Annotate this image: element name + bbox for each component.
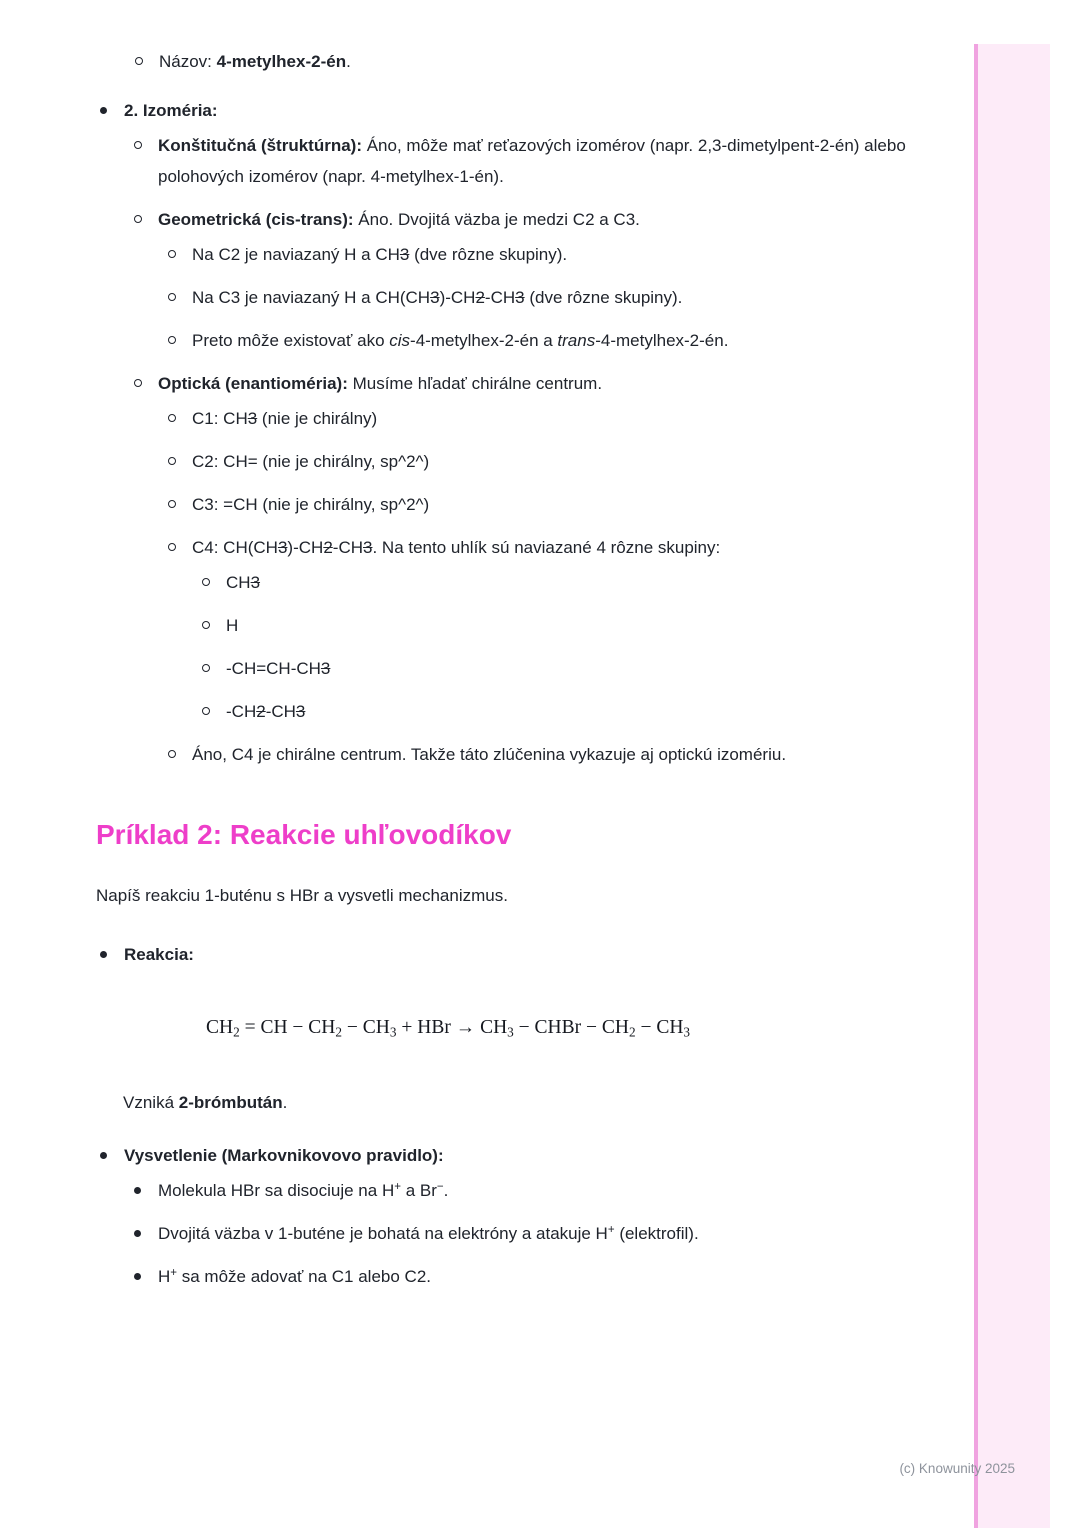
vznika-paragraph: Vzniká 2-brómbután. bbox=[123, 1093, 288, 1112]
opt-c4-text: C4: CH(CH3)-CH2-CH3. Na tento uhlík sú naviazané 4 rôzne skupiny: bbox=[192, 538, 721, 557]
group-ch3-text: CH3 bbox=[226, 573, 261, 592]
nazov-list bbox=[96, 46, 958, 77]
list-item-group-h bbox=[202, 610, 958, 641]
mech-2-text: Dvojitá väzba v 1-buténe je bohatá na elektróny a atakuje H+ (elektrofil). bbox=[158, 1224, 699, 1243]
list-item-nazov bbox=[135, 46, 958, 77]
list-item-konstitucna bbox=[134, 130, 958, 192]
chemical-equation: CH2 = CH − CH2 − CH3 + HBr → CH3 − CHBr − CH2 − CH3 bbox=[206, 1017, 691, 1040]
opticka-text: Optická (enantioméria): Musíme hľadať chirálne centrum. bbox=[158, 374, 603, 393]
vysvetlenie-title: Vysvetlenie (Markovnikovovo pravidlo): bbox=[124, 1146, 444, 1165]
opt-zaver-text: Áno, C4 je chirálne centrum. Takže táto zlúčenina vykazuje aj optickú izomériu. bbox=[192, 745, 787, 764]
list-item-izomeria bbox=[96, 95, 958, 770]
list-item-mech-1 bbox=[134, 1175, 958, 1206]
geo-preto-text: Preto môže existovať ako cis-4-metylhex-2-én a trans-4-metylhex-2-én. bbox=[192, 331, 729, 350]
izomeria-title: 2. Izoméria: bbox=[124, 101, 218, 120]
group-ch2ch3-text: -CH2-CH3 bbox=[226, 702, 306, 721]
list-item-opt-zaver bbox=[168, 739, 958, 770]
geo-c2-text: Na C2 je naviazaný H a CH3 (dve rôzne skupiny). bbox=[192, 245, 568, 264]
section-heading-priklad2: Príklad 2: Reakcie uhľovodíkov bbox=[96, 819, 512, 850]
list-item-opticka bbox=[134, 368, 958, 770]
vysvetlenie-list bbox=[96, 1140, 958, 1292]
c4-groups-list bbox=[192, 567, 958, 727]
list-item-mech-2 bbox=[134, 1218, 958, 1249]
intro-paragraph: Napíš reakciu 1-buténu s HBr a vysvetli mechanizmus. bbox=[96, 886, 508, 905]
list-item-geo-preto bbox=[168, 325, 958, 356]
nazov-text: Názov: 4-metylhex-2-én. bbox=[159, 52, 351, 71]
group-chchch3-text: -CH=CH-CH3 bbox=[226, 659, 331, 678]
list-item-reakcia bbox=[96, 939, 958, 970]
mech-3-text: H+ sa môže adovať na C1 alebo C2. bbox=[158, 1267, 432, 1286]
list-item-geo-c2 bbox=[168, 239, 958, 270]
list-item-opt-c2 bbox=[168, 446, 958, 477]
mech-1-text: Molekula HBr sa disociuje na H+ a Br−. bbox=[158, 1181, 449, 1200]
list-item-opt-c3 bbox=[168, 489, 958, 520]
list-item-opt-c4 bbox=[168, 532, 958, 727]
reakcia-list bbox=[96, 939, 958, 970]
list-item-mech-3 bbox=[134, 1261, 958, 1292]
copyright-watermark: (c) Knowunity 2025 bbox=[899, 1461, 1015, 1476]
list-item-opt-c1 bbox=[168, 403, 958, 434]
opticka-sublist bbox=[158, 403, 958, 770]
opt-c2-text: C2: CH= (nie je chirálny, sp^2^) bbox=[192, 452, 430, 471]
list-item-vysvetlenie bbox=[96, 1140, 958, 1292]
list-item-group-ch3 bbox=[202, 567, 958, 598]
reakcia-label: Reakcia: bbox=[124, 945, 194, 964]
konstitucna-text: Konštitučná (štruktúrna): Áno, môže mať reťazových izomérov (napr. 2,3-dimetylpent-2-én) alebo polohových izomérov (napr. 4-metylhex-1-én). bbox=[158, 136, 906, 186]
geometricka-sublist bbox=[158, 239, 958, 356]
group-h-text: H bbox=[226, 616, 239, 635]
geometricka-text: Geometrická (cis-trans): Áno. Dvojitá väzba je medzi C2 a C3. bbox=[158, 210, 640, 229]
geo-c3-text: Na C3 je naviazaný H a CH(CH3)-CH2-CH3 (dve rôzne skupiny). bbox=[192, 288, 683, 307]
mechanism-sublist bbox=[124, 1175, 958, 1292]
opt-c1-text: C1: CH3 (nie je chirálny) bbox=[192, 409, 378, 428]
list-item-geometricka bbox=[134, 204, 958, 356]
izomeria-sublist bbox=[124, 130, 958, 770]
opt-c3-text: C3: =CH (nie je chirálny, sp^2^) bbox=[192, 495, 430, 514]
list-item-group-ch2ch3 bbox=[202, 696, 958, 727]
izomeria-list bbox=[96, 95, 958, 770]
list-item-geo-c3 bbox=[168, 282, 958, 313]
list-item-group-chchch3 bbox=[202, 653, 958, 684]
